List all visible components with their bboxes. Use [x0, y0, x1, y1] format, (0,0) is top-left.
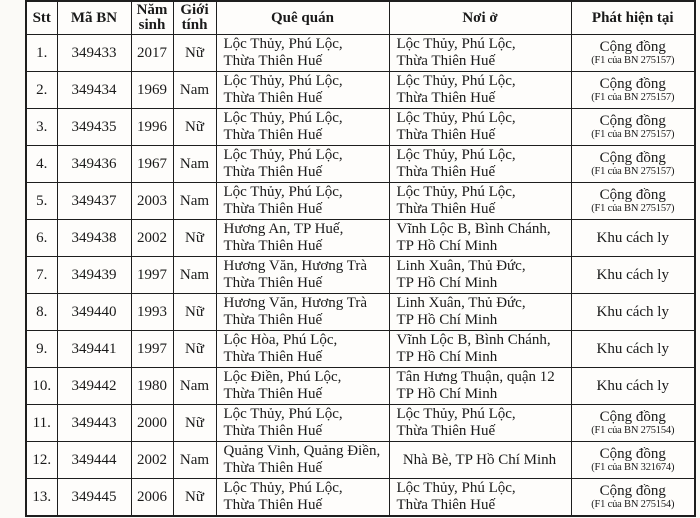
cell-stt: 8. [26, 294, 57, 331]
cell-gioi_tinh: Nam [173, 183, 216, 220]
table-header [26, 1, 695, 35]
detection-source-note: (F1 của BN 275157) [591, 92, 675, 103]
cell-que_quan [216, 35, 389, 72]
address-line: Lộc Điền, Phú Lộc, [223, 369, 342, 385]
cell-phat_hien [571, 220, 695, 257]
address-line: Lộc Thủy, Phú Lộc, [223, 36, 343, 52]
address-line: Thừa Thiên Huế [223, 423, 323, 439]
cell-que_quan [216, 183, 389, 220]
cell-ma_bn: 349435 [57, 109, 131, 146]
address-line: Tân Hưng Thuận, quận 12 [396, 369, 555, 385]
address-line: Thừa Thiên Huế [223, 312, 323, 328]
detection-place-label: Khu cách ly [596, 341, 669, 357]
table-row [26, 442, 695, 479]
cell-phat_hien [571, 331, 695, 368]
cell-ma_bn: 349433 [57, 35, 131, 72]
table-row [26, 405, 695, 442]
detection-source-note: (F1 của BN 321674) [591, 462, 675, 473]
column-header-que_quan: Quê quán [216, 1, 389, 35]
column-header-nam_sinh: Năm sinh [131, 1, 173, 35]
header-row [26, 1, 695, 35]
address-line: TP Hồ Chí Minh [396, 238, 498, 254]
table-body [26, 35, 695, 517]
detection-place-label: Cộng đồng [599, 39, 666, 55]
address-line: Lộc Thủy, Phú Lộc, [396, 184, 516, 200]
cell-ma_bn: 349440 [57, 294, 131, 331]
address-line: Thừa Thiên Huế [223, 90, 323, 106]
cell-stt: 12. [26, 442, 57, 479]
address-line: Thừa Thiên Huế [396, 90, 496, 106]
cell-noi_o [389, 294, 571, 331]
cell-nam_sinh: 1993 [131, 294, 173, 331]
address-line: Thừa Thiên Huế [223, 127, 323, 143]
address-line: Lộc Thủy, Phú Lộc, [396, 406, 516, 422]
cell-gioi_tinh: Nam [173, 72, 216, 109]
address-line: Thừa Thiên Huế [223, 164, 323, 180]
cell-que_quan [216, 220, 389, 257]
cell-ma_bn: 349438 [57, 220, 131, 257]
cell-gioi_tinh: Nam [173, 368, 216, 405]
address-line: Thừa Thiên Huế [223, 201, 323, 217]
cell-que_quan [216, 442, 389, 479]
cell-ma_bn: 349443 [57, 405, 131, 442]
cell-stt: 7. [26, 257, 57, 294]
cell-gioi_tinh: Nữ [173, 405, 216, 442]
cell-nam_sinh: 1980 [131, 368, 173, 405]
table-row [26, 146, 695, 183]
cell-phat_hien [571, 479, 695, 517]
address-line: Hương Văn, Hương Trà [223, 258, 368, 274]
cell-gioi_tinh: Nữ [173, 35, 216, 72]
cell-noi_o [389, 405, 571, 442]
cell-nam_sinh: 2000 [131, 405, 173, 442]
cell-nam_sinh: 1997 [131, 331, 173, 368]
address-line: Vĩnh Lộc B, Bình Chánh, [396, 332, 551, 348]
cell-gioi_tinh: Nữ [173, 331, 216, 368]
cell-noi_o [389, 72, 571, 109]
detection-place-label: Cộng đồng [599, 113, 666, 129]
detection-place-label: Cộng đồng [599, 187, 666, 203]
address-line: Lộc Thủy, Phú Lộc, [396, 480, 516, 496]
cell-nam_sinh: 2017 [131, 35, 173, 72]
detection-source-note: (F1 của BN 275154) [591, 425, 675, 436]
cell-noi_o [389, 35, 571, 72]
address-line: Lộc Thủy, Phú Lộc, [223, 110, 343, 126]
cell-que_quan [216, 331, 389, 368]
cell-phat_hien [571, 72, 695, 109]
cell-que_quan [216, 294, 389, 331]
cell-stt: 5. [26, 183, 57, 220]
cell-phat_hien [571, 442, 695, 479]
detection-place-label: Khu cách ly [596, 304, 669, 320]
address-line: Lộc Thủy, Phú Lộc, [396, 110, 516, 126]
cell-nam_sinh: 1997 [131, 257, 173, 294]
cell-que_quan [216, 257, 389, 294]
address-line: Lộc Thủy, Phú Lộc, [396, 73, 516, 89]
cell-ma_bn: 349434 [57, 72, 131, 109]
cell-stt: 9. [26, 331, 57, 368]
cell-gioi_tinh: Nam [173, 146, 216, 183]
address-line: Lộc Thủy, Phú Lộc, [223, 184, 343, 200]
address-line: Lộc Thủy, Phú Lộc, [396, 147, 516, 163]
cell-que_quan [216, 109, 389, 146]
address-line: Linh Xuân, Thủ Đức, [396, 295, 526, 311]
address-line: Thừa Thiên Huế [223, 460, 323, 476]
detection-source-note: (F1 của BN 275157) [591, 129, 675, 140]
address-line: Thừa Thiên Huế [396, 201, 496, 217]
detection-source-note: (F1 của BN 275157) [591, 166, 675, 177]
cell-ma_bn: 349442 [57, 368, 131, 405]
address-line: Linh Xuân, Thủ Đức, [396, 258, 526, 274]
address-line: Thừa Thiên Huế [396, 127, 496, 143]
address-line: Lộc Thủy, Phú Lộc, [396, 36, 516, 52]
detection-place-label: Cộng đồng [599, 76, 666, 92]
table-row [26, 479, 695, 517]
cell-phat_hien [571, 405, 695, 442]
detection-place-label: Khu cách ly [596, 230, 669, 246]
cell-phat_hien [571, 35, 695, 72]
address-line: Lộc Thủy, Phú Lộc, [223, 406, 343, 422]
cell-stt: 13. [26, 479, 57, 517]
address-line: Lộc Thủy, Phú Lộc, [223, 147, 343, 163]
table-row [26, 220, 695, 257]
cell-nam_sinh: 2002 [131, 442, 173, 479]
cell-nam_sinh: 1996 [131, 109, 173, 146]
table-row [26, 109, 695, 146]
cell-ma_bn: 349441 [57, 331, 131, 368]
cell-ma_bn: 349439 [57, 257, 131, 294]
cell-que_quan [216, 405, 389, 442]
cell-phat_hien [571, 257, 695, 294]
cell-que_quan [216, 72, 389, 109]
address-line: Thừa Thiên Huế [223, 497, 323, 513]
cell-gioi_tinh: Nam [173, 257, 216, 294]
cell-stt: 2. [26, 72, 57, 109]
column-header-phat_hien: Phát hiện tại [571, 1, 695, 35]
detection-place-label: Cộng đồng [599, 409, 666, 425]
cell-noi_o [389, 257, 571, 294]
cell-phat_hien [571, 109, 695, 146]
cell-nam_sinh: 2002 [131, 220, 173, 257]
address-line: TP Hồ Chí Minh [396, 349, 498, 365]
table-row [26, 368, 695, 405]
address-line: Hương Văn, Hương Trà [223, 295, 368, 311]
cell-stt: 11. [26, 405, 57, 442]
column-header-gioi_tinh: Giới tính [173, 1, 216, 35]
column-header-ma_bn: Mã BN [57, 1, 131, 35]
cell-nam_sinh: 2006 [131, 479, 173, 517]
cell-noi_o [389, 220, 571, 257]
address-line: Lộc Thủy, Phú Lộc, [223, 480, 343, 496]
cell-gioi_tinh: Nữ [173, 479, 216, 517]
detection-place-label: Cộng đồng [599, 150, 666, 166]
table-row [26, 257, 695, 294]
address-line: Thừa Thiên Huế [396, 53, 496, 69]
detection-source-note: (F1 của BN 275154) [591, 499, 675, 510]
cell-gioi_tinh: Nữ [173, 220, 216, 257]
address-line: Thừa Thiên Huế [223, 53, 323, 69]
cell-noi_o [389, 183, 571, 220]
address-line: Thừa Thiên Huế [223, 386, 323, 402]
address-line: Thừa Thiên Huế [396, 497, 496, 513]
column-header-noi_o: Nơi ở [389, 1, 571, 35]
patient-table [25, 0, 696, 517]
cell-phat_hien [571, 294, 695, 331]
table-row [26, 72, 695, 109]
cell-noi_o [389, 109, 571, 146]
cell-stt: 1. [26, 35, 57, 72]
address-line: Thừa Thiên Huế [223, 238, 323, 254]
cell-nam_sinh: 2003 [131, 183, 173, 220]
cell-stt: 6. [26, 220, 57, 257]
address-line: Thừa Thiên Huế [223, 349, 323, 365]
detection-place-label: Khu cách ly [596, 378, 669, 394]
cell-que_quan [216, 368, 389, 405]
table-row [26, 331, 695, 368]
cell-phat_hien [571, 368, 695, 405]
cell-que_quan [216, 479, 389, 517]
address-line: Quảng Vinh, Quảng Điền, [223, 443, 381, 459]
cell-ma_bn: 349436 [57, 146, 131, 183]
address-line: Nhà Bè, TP Hồ Chí Minh [402, 451, 557, 468]
address-line: TP Hồ Chí Minh [396, 386, 498, 402]
cell-que_quan [216, 146, 389, 183]
address-line: Thừa Thiên Huế [396, 164, 496, 180]
address-line: Vĩnh Lộc B, Bình Chánh, [396, 221, 551, 237]
address-line: Hương An, TP Huế, [223, 221, 344, 237]
cell-stt: 3. [26, 109, 57, 146]
cell-gioi_tinh: Nữ [173, 109, 216, 146]
detection-source-note: (F1 của BN 275157) [591, 55, 675, 66]
table-row [26, 35, 695, 72]
cell-gioi_tinh: Nam [173, 442, 216, 479]
cell-noi_o [389, 331, 571, 368]
cell-ma_bn: 349444 [57, 442, 131, 479]
address-line: Lộc Thủy, Phú Lộc, [223, 73, 343, 89]
detection-place-label: Khu cách ly [596, 267, 669, 283]
cell-phat_hien [571, 183, 695, 220]
detection-place-label: Cộng đồng [599, 446, 666, 462]
cell-noi_o [389, 146, 571, 183]
cell-ma_bn: 349437 [57, 183, 131, 220]
address-line: TP Hồ Chí Minh [396, 275, 498, 291]
address-line: Thừa Thiên Huế [223, 275, 323, 291]
cell-noi_o [389, 442, 571, 479]
cell-nam_sinh: 1969 [131, 72, 173, 109]
column-header-stt: Stt [26, 1, 57, 35]
cell-phat_hien [571, 146, 695, 183]
cell-noi_o [389, 479, 571, 517]
address-line: Thừa Thiên Huế [396, 423, 496, 439]
address-line: TP Hồ Chí Minh [396, 312, 498, 328]
detection-source-note: (F1 của BN 275157) [591, 203, 675, 214]
table-row [26, 294, 695, 331]
cell-ma_bn: 349445 [57, 479, 131, 517]
detection-place-label: Cộng đồng [599, 483, 666, 499]
cell-stt: 10. [26, 368, 57, 405]
cell-noi_o [389, 368, 571, 405]
cell-gioi_tinh: Nữ [173, 294, 216, 331]
cell-nam_sinh: 1967 [131, 146, 173, 183]
cell-stt: 4. [26, 146, 57, 183]
table-row [26, 183, 695, 220]
address-line: Lộc Hòa, Phú Lộc, [223, 332, 338, 348]
